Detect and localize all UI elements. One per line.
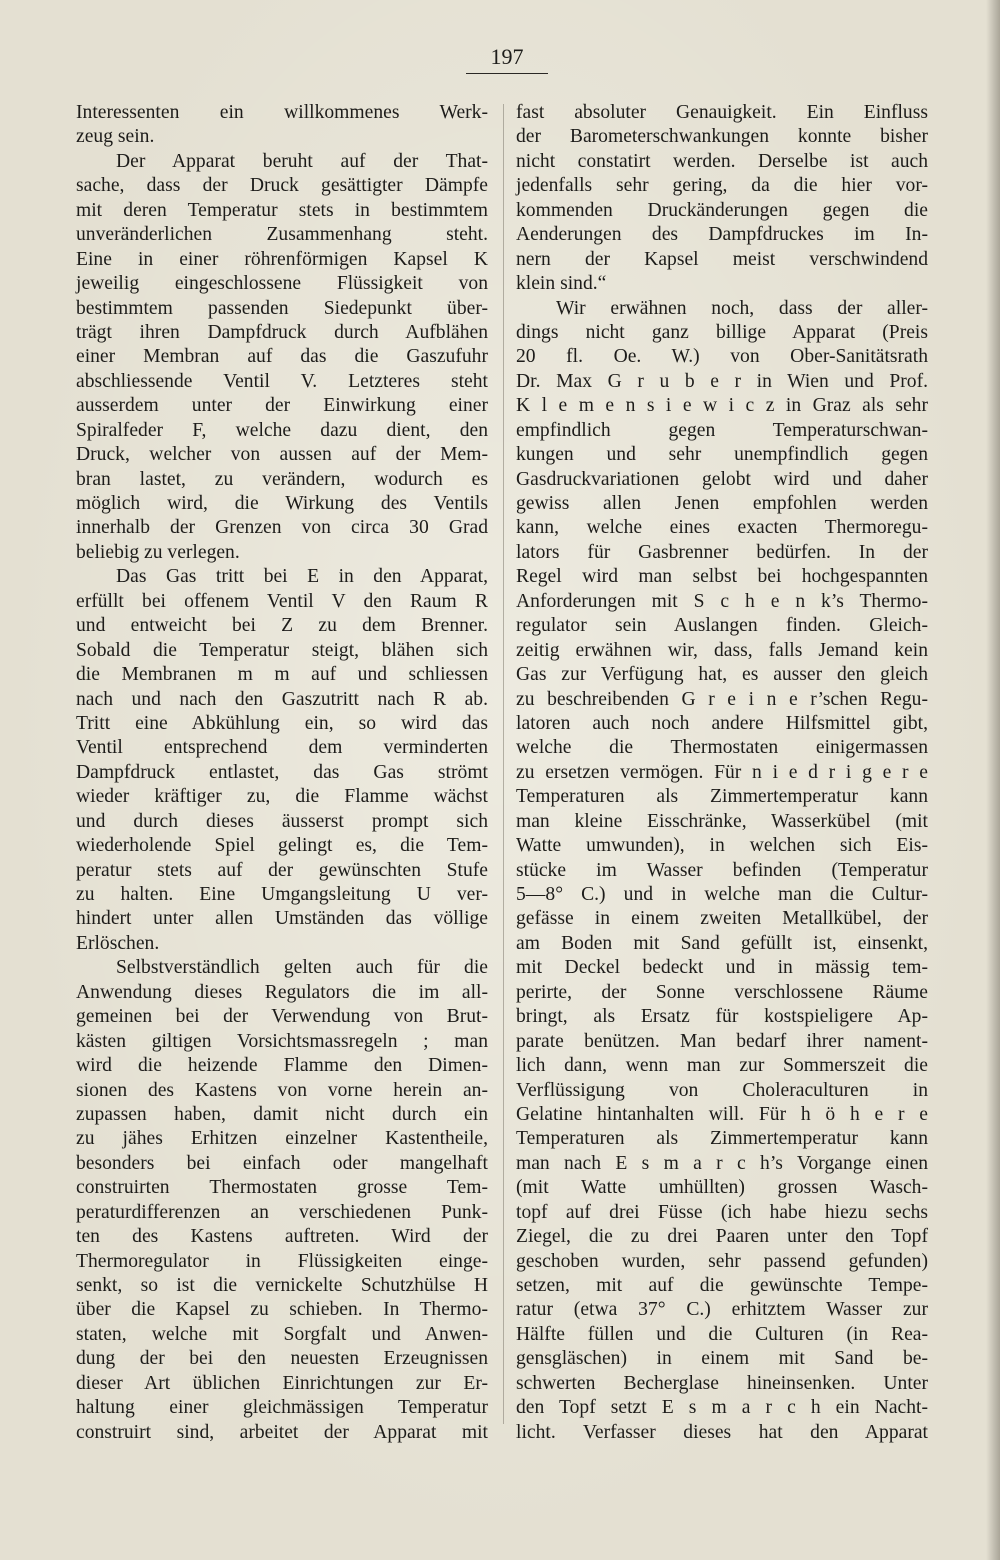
text-line: der Barometerschwankungen konnte bisher	[516, 126, 928, 148]
text-line: sache, dass der Druck gesättigter Dämpfe	[76, 175, 488, 197]
text-line: Tritt eine Abkühlung ein, so wird das	[76, 712, 488, 734]
text-line: topf auf drei Füsse (ich habe hiezu sechs	[516, 1201, 928, 1223]
text-line: construirten Thermostaten grosse Tem-	[76, 1177, 488, 1199]
text-line: Wir erwähnen noch, dass der aller-	[556, 297, 928, 319]
text-line: (mit Watte umhüllten) grossen Wasch-	[516, 1177, 928, 1199]
column-divider	[503, 104, 504, 1424]
text-line: Gasdruckvariationen gelobt wird und daher	[516, 468, 928, 490]
text-line: ausserdem unter der Einwirkung einer	[76, 395, 488, 417]
text-line: zeug sein.	[76, 126, 155, 148]
text-line: bestimmtem passenden Siedepunkt über-	[76, 297, 488, 319]
text-line: Dampfdruck entlastet, das Gas strömt	[76, 761, 488, 783]
text-line: Thermoregulator in Flüssigkeiten einge-	[76, 1250, 488, 1272]
text-line: unveränderlichen Zusammenhang steht.	[76, 224, 488, 246]
text-line: Druck, welcher von aussen auf der Mem-	[76, 444, 488, 466]
text-line: Der Apparat beruht auf der That-	[116, 150, 488, 172]
text-line: gensgläschen) in einem mit Sand be-	[516, 1348, 928, 1370]
text-line: regulator sein Auslangen finden. Gleich-	[516, 615, 928, 637]
text-line: besonders bei einfach oder mangelhaft	[76, 1152, 488, 1174]
text-line: gewiss allen Jenen empfohlen werden	[516, 493, 928, 514]
text-line: lators für Gasbrenner bedürfen. In der	[516, 541, 928, 563]
text-line: 5—8° C.) und in welche man die Cultur-	[516, 884, 928, 905]
text-line: kästen giltigen Vorsichtsmassregeln ; man	[76, 1030, 488, 1052]
text-line: Ziegel, die zu drei Paaren unter den Topf	[516, 1226, 928, 1248]
text-line: Anwendung dieses Regulators die im all-	[76, 981, 488, 1003]
text-line: Selbstverständlich gelten auch für die	[116, 957, 488, 979]
text-line: beliebig zu verlegen.	[76, 541, 240, 563]
text-line: stücke im Wasser befinden (Temperatur	[516, 859, 928, 881]
text-line: Temperaturen als Zimmertemperatur kann	[516, 1128, 928, 1150]
text-line: sionen des Kastens von vorne herein an-	[76, 1079, 488, 1101]
text-line: den Topf setzt E s m a r c h ein Nacht-	[516, 1397, 928, 1419]
text-line: Hälfte füllen und die Culturen (in Rea-	[516, 1323, 928, 1345]
text-line: zupassen haben, damit nicht durch ein	[76, 1103, 488, 1125]
text-line: peratur stets auf der gewünschten Stufe	[76, 859, 488, 881]
text-line: hindert unter allen Umständen das völlige	[76, 908, 488, 930]
text-line: zu ersetzen vermögen. Für n i e d r i g e r e	[516, 761, 928, 783]
text-line: ten des Kastens auftreten. Wird der	[76, 1226, 488, 1248]
right-text-column	[516, 101, 928, 1445]
text-line: man nach E s m a r c h’s Vorgange einen	[516, 1152, 928, 1174]
text-line: Sobald die Temperatur steigt, blähen sich	[76, 639, 488, 661]
text-line: Erlöschen.	[76, 932, 160, 954]
text-line: trägt ihren Dampfdruck durch Aufblähen	[76, 321, 488, 343]
text-line: K l e m e n s i e w i c z in Graz als sehr	[516, 395, 928, 417]
text-line: dieser Art üblichen Einrichtungen zur Er-	[76, 1372, 488, 1394]
text-line: lich dann, wenn man zur Sommerszeit die	[516, 1055, 928, 1077]
text-line: zu halten. Eine Umgangsleitung U ver-	[76, 884, 488, 905]
text-line: Interessenten ein willkommenes Werk-	[76, 102, 488, 123]
text-line: erfüllt bei offenem Ventil V den Raum R	[76, 590, 488, 612]
page-edge-shadow	[986, 0, 1000, 1560]
text-line: wird die heizende Flamme den Dimen-	[76, 1055, 488, 1077]
text-line: licht. Verfasser dieses hat den Apparat	[516, 1421, 928, 1443]
text-line: jedenfalls sehr gering, da die hier vor-	[516, 175, 928, 197]
text-line: Ventil entsprechend dem verminderten	[76, 737, 488, 759]
text-line: einer Membran auf das die Gaszufuhr	[76, 346, 488, 368]
text-line: senkt, so ist die vernickelte Schutzhülse H	[76, 1275, 488, 1296]
text-line: nach und nach den Gaszutritt nach R ab.	[76, 688, 488, 710]
text-line: und durch dieses äusserst prompt sich	[76, 810, 488, 832]
text-line: wieder kräftiger zu, die Flamme wächst	[76, 786, 488, 808]
text-line: kommenden Druckänderungen gegen die	[516, 199, 928, 221]
text-line: staten, welche mit Sorgfalt und Anwen-	[76, 1323, 488, 1345]
left-text-column	[76, 101, 488, 1445]
text-line: dung der bei den neuesten Erzeugnissen	[76, 1348, 488, 1370]
text-line: welche die Thermostaten einigermassen	[516, 737, 928, 759]
text-line: schwerten Becherglase hineinsenken. Unter	[516, 1372, 928, 1394]
text-line: 20 fl. Oe. W.) von Ober-Sanitätsrath	[516, 346, 928, 368]
text-line: Verflüssigung von Choleraculturen in	[516, 1079, 928, 1101]
text-line: mit deren Temperatur stets in bestimmtem	[76, 199, 488, 221]
text-line: Gas zur Verfügung hat, es ausser den gleich	[516, 664, 928, 686]
text-line: mit Deckel bedeckt und in mässig tem-	[516, 957, 928, 979]
text-line: Watte umwunden), in welchen sich Eis-	[516, 835, 928, 857]
text-line: nicht constatirt werden. Derselbe ist auch	[516, 150, 928, 172]
text-line: klein sind.“	[516, 273, 607, 295]
text-line: setzen, mit auf die gewünschte Tempe-	[516, 1275, 928, 1296]
text-line: latoren auch noch andere Hilfsmittel gibt,	[516, 712, 928, 734]
text-line: fast absoluter Genauigkeit. Ein Einfluss	[516, 102, 928, 123]
text-line: zu beschreibenden G r e i n e r’schen Regu-	[516, 688, 928, 710]
text-line: kungen und sehr unempfindlich gegen	[516, 444, 928, 466]
text-line: parate benützen. Man bedarf ihrer nament-	[516, 1030, 928, 1052]
text-line: man kleine Eisschränke, Wasserkübel (mit	[516, 810, 928, 832]
text-line: zu jähes Erhitzen einzelner Kastentheile,	[76, 1128, 488, 1150]
text-line: und entweicht bei Z zu dem Brenner.	[76, 615, 488, 637]
text-line: möglich wird, die Wirkung des Ventils	[76, 493, 488, 514]
text-line: construirt sind, arbeitet der Apparat mit	[76, 1421, 488, 1443]
text-line: jeweilig eingeschlossene Flüssigkeit von	[76, 273, 488, 295]
text-line: gefässe in einem zweiten Metallkübel, der	[516, 908, 928, 930]
text-line: empfindlich gegen Temperaturschwan-	[516, 419, 928, 441]
text-line: abschliessende Ventil V. Letzteres steht	[76, 370, 488, 392]
text-line: Eine in einer röhrenförmigen Kapsel K	[76, 248, 488, 270]
text-line: Aenderungen des Dampfdruckes im In-	[516, 224, 928, 246]
text-line: wiederholende Spiel gelingt es, die Tem-	[76, 835, 488, 857]
text-line: nern der Kapsel meist verschwindend	[516, 248, 928, 270]
text-line: die Membranen m m auf und schliessen	[76, 664, 488, 686]
text-line: geschoben wurden, sehr passend gefunden)	[516, 1250, 928, 1272]
text-line: peraturdifferenzen an verschiedenen Punk-	[76, 1201, 488, 1223]
text-line: zeitig erwähnen wir, dass, falls Jemand kein	[516, 639, 928, 661]
page-number: 197	[466, 44, 548, 74]
text-line: innerhalb der Grenzen von circa 30 Grad	[76, 517, 488, 539]
text-line: Regel wird man selbst bei hochgespannten	[516, 566, 928, 588]
text-line: bringt, als Ersatz für kostspieligere Ap-	[516, 1006, 928, 1028]
text-line: gemeinen bei der Verwendung von Brut-	[76, 1006, 488, 1028]
text-line: Anforderungen mit S c h e n k’s Thermo-	[516, 590, 928, 612]
text-line: Dr. Max G r u b e r in Wien und Prof.	[516, 370, 928, 392]
text-line: über die Kapsel zu schieben. In Thermo-	[76, 1299, 488, 1321]
text-line: dings nicht ganz billige Apparat (Preis	[516, 321, 928, 343]
text-line: ratur (etwa 37° C.) erhitztem Wasser zur	[516, 1299, 928, 1321]
text-line: perirte, der Sonne verschlossene Räume	[516, 981, 928, 1003]
text-line: Spiralfeder F, welche dazu dient, den	[76, 419, 488, 441]
text-line: bran lastet, zu verändern, wodurch es	[76, 468, 488, 490]
text-line: am Boden mit Sand gefüllt ist, einsenkt,	[516, 932, 928, 954]
text-line: Temperaturen als Zimmertemperatur kann	[516, 786, 928, 808]
text-line: haltung einer gleichmässigen Temperatur	[76, 1397, 488, 1419]
text-line: kann, welche eines exacten Thermoregu-	[516, 517, 928, 539]
text-line: Das Gas tritt bei E in den Apparat,	[116, 566, 488, 588]
text-line: Gelatine hintanhalten will. Für h ö h e r e	[516, 1103, 928, 1125]
